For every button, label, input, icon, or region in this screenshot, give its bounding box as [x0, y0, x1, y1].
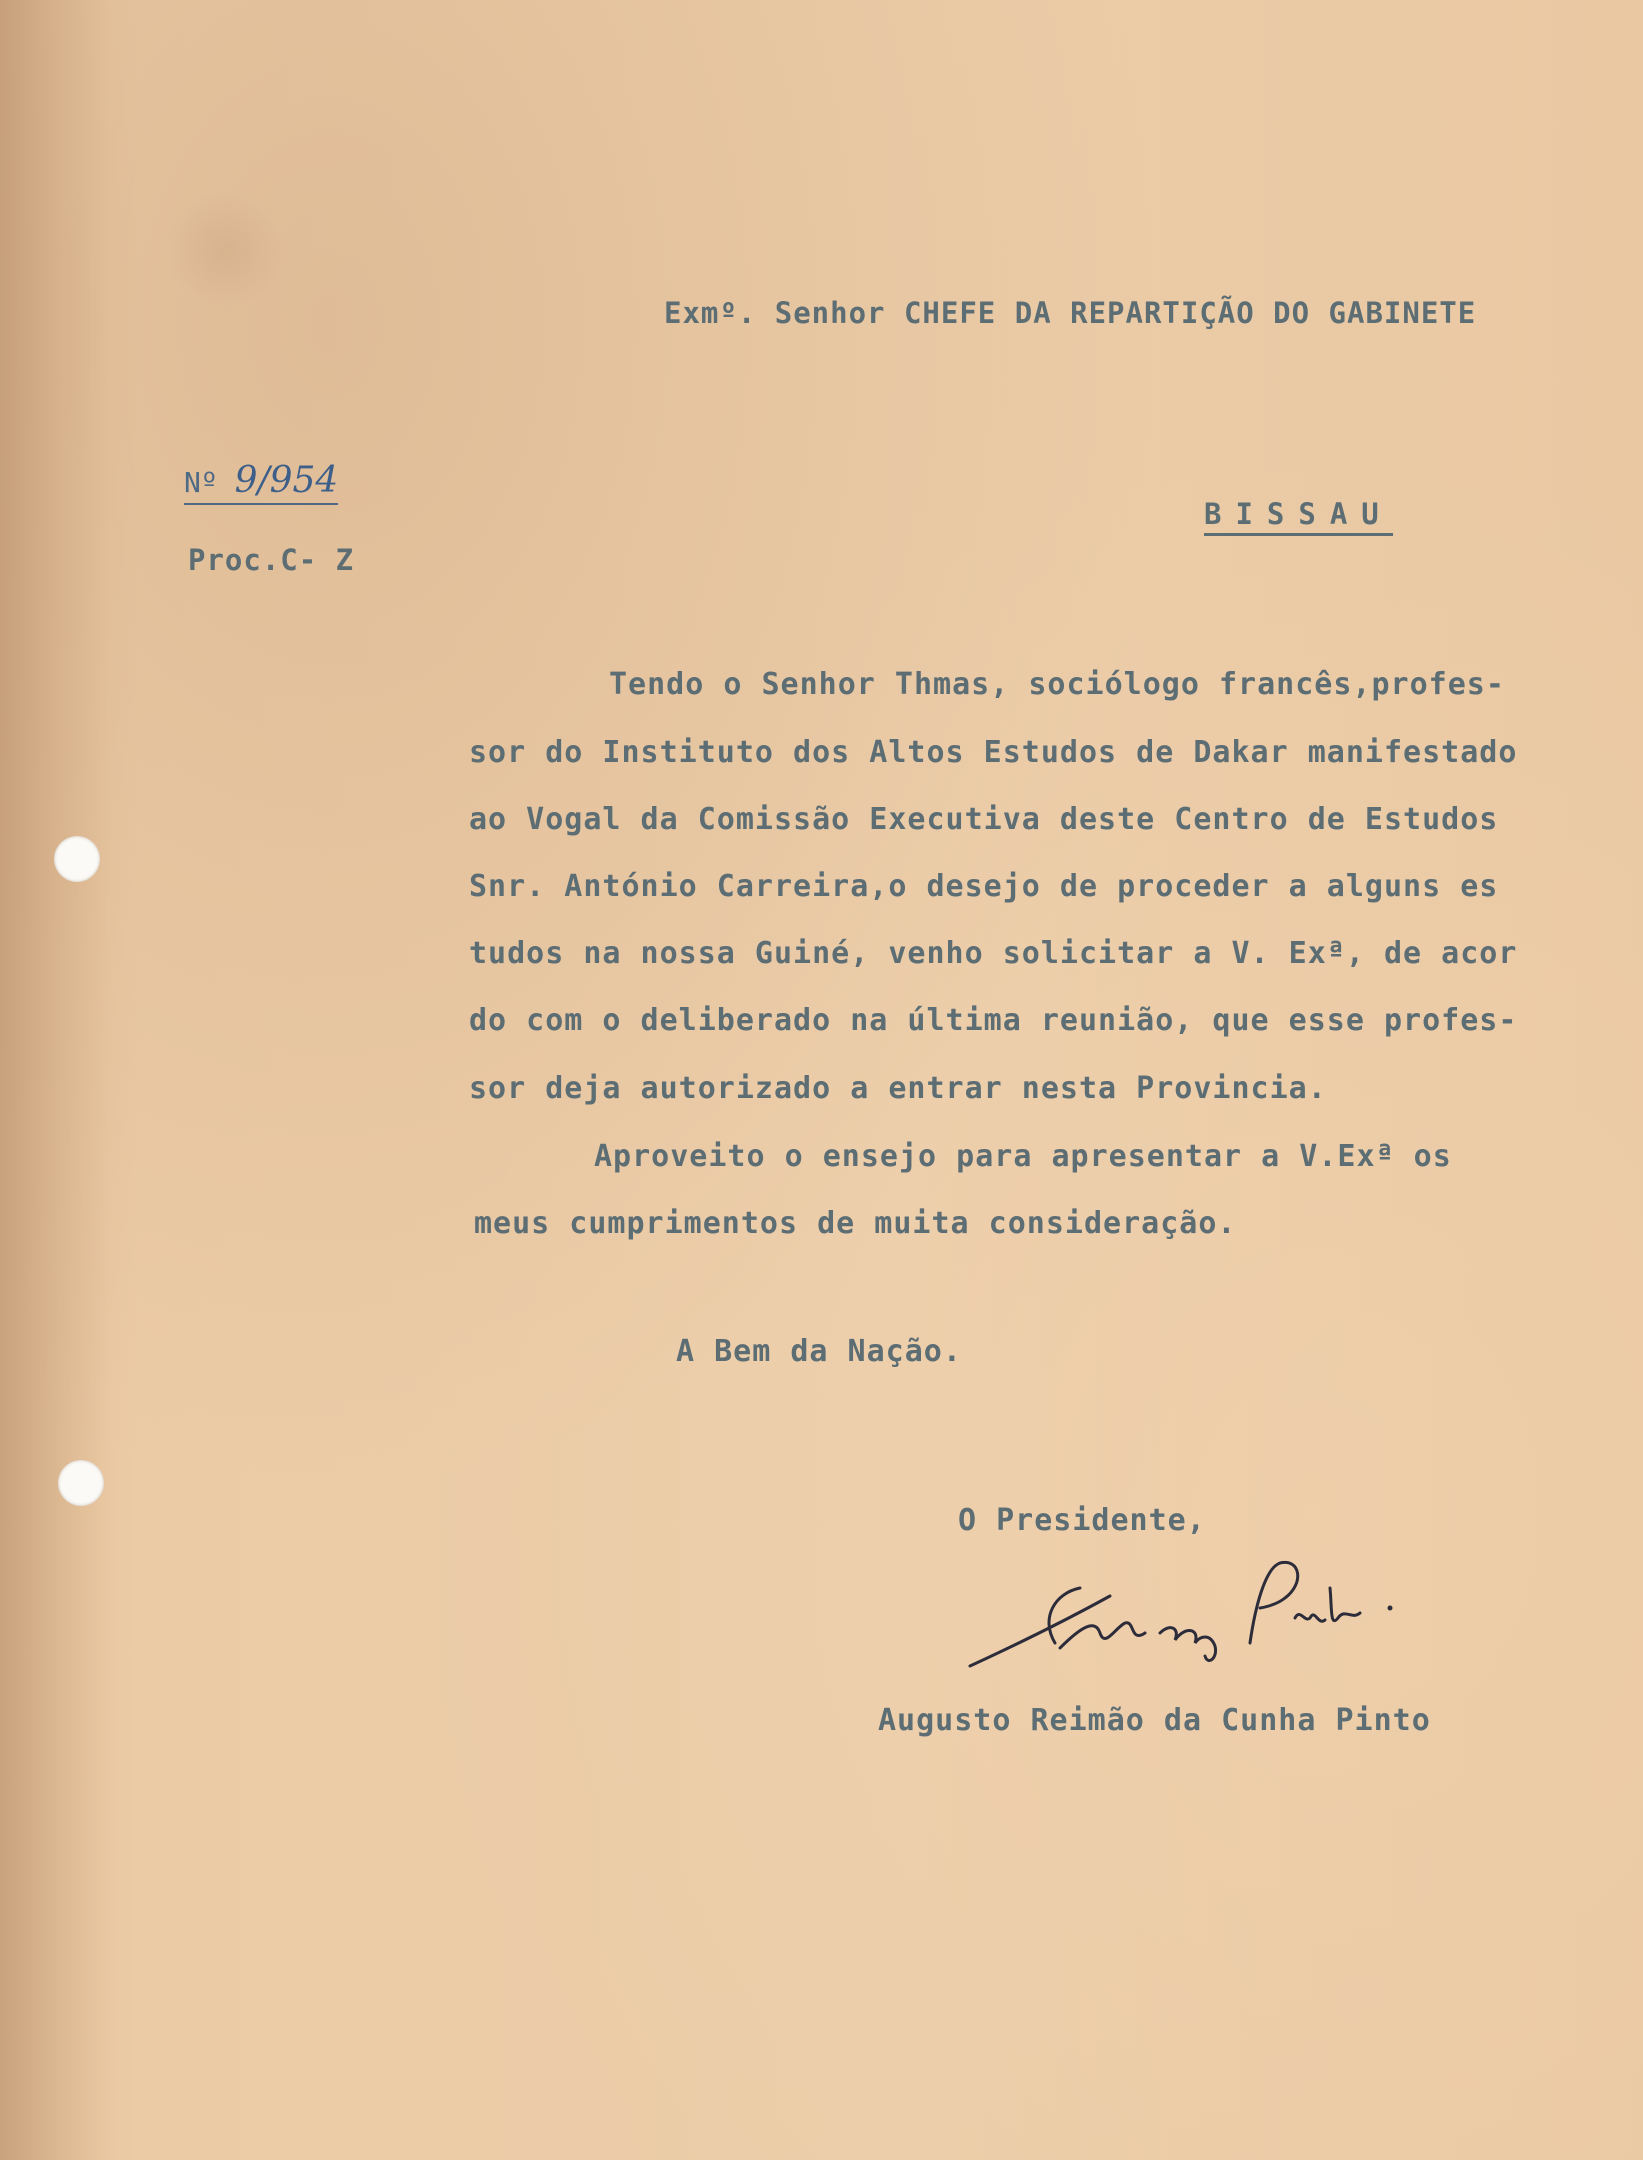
paper-edge-shadow	[0, 0, 110, 2160]
reference-handwritten-number: 9/954	[234, 460, 339, 501]
body-line-1: Tendo o Senhor Thmas, sociólogo francês,profes-	[609, 667, 1505, 702]
body-line-7: sor deja autorizado a entrar nesta Provincia.	[469, 1071, 1327, 1106]
destination-city: BISSAU	[1204, 497, 1393, 536]
process-code: Proc.C- Z	[188, 543, 355, 577]
body-line-5: tudos na nossa Guiné, venho solicitar a V. Exª, de acor	[469, 936, 1518, 971]
body-line-8: Aproveito o ensejo para apresentar a V.Exª os	[594, 1139, 1452, 1174]
signatory-name: Augusto Reimão da Cunha Pinto	[878, 1703, 1431, 1738]
body-line-6: do com o deliberado na última reunião, que esse profes-	[469, 1003, 1518, 1038]
faded-stamp-mark	[165, 190, 285, 310]
punch-hole-top	[54, 836, 100, 882]
punch-hole-bottom	[58, 1460, 104, 1506]
body-line-2: sor do Instituto dos Altos Estudos de Dakar manifestado	[469, 735, 1518, 770]
addressee-line: Exmº. Senhor CHEFE DA REPARTIÇÃO DO GABINETE	[664, 296, 1477, 330]
body-line-9: meus cumprimentos de muita consideração.	[474, 1206, 1237, 1241]
reference-number	[184, 460, 338, 505]
handwritten-signature	[960, 1548, 1440, 1678]
signature-title: O Presidente,	[958, 1503, 1206, 1538]
reference-prefix: Nº	[184, 466, 218, 499]
closing-salutation: A Bem da Nação.	[676, 1334, 962, 1369]
body-line-4: Snr. António Carreira,o desejo de proceder a alguns es	[469, 869, 1499, 904]
body-line-3: ao Vogal da Comissão Executiva deste Centro de Estudos	[469, 802, 1499, 837]
